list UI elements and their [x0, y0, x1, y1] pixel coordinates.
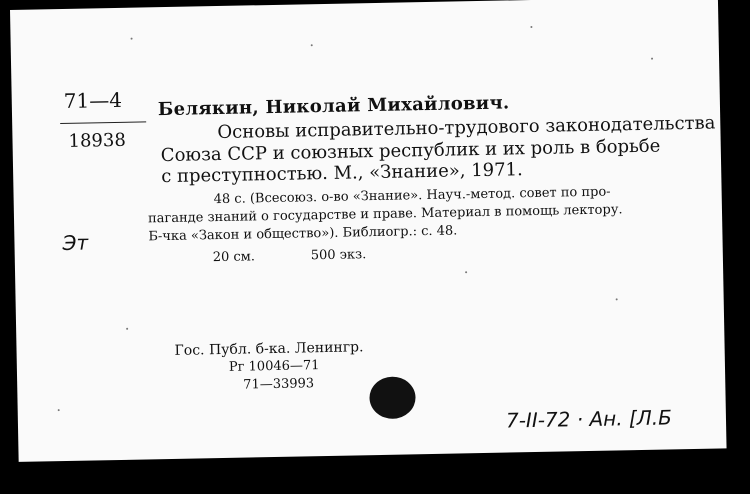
speck	[311, 44, 313, 46]
speck	[530, 26, 532, 28]
library-line-2: Рг 10046—71	[228, 358, 320, 375]
speck	[651, 58, 653, 60]
format-size: 20 см.	[212, 249, 256, 266]
description-line-2: паганде знаний о государстве и праве. Материал в помощь лектору.	[147, 202, 623, 227]
title-line-1: Основы исправительно-трудового законодательства	[217, 112, 716, 144]
handwritten-mark: Эт	[62, 230, 89, 256]
speck	[616, 298, 618, 300]
speck	[131, 38, 133, 40]
print-run: 500 экз.	[310, 247, 367, 264]
author-heading: Белякин, Николай Михайлович.	[157, 92, 510, 121]
class-number: 71—4	[63, 87, 123, 113]
speck	[58, 409, 60, 411]
class-number-rule	[60, 121, 146, 124]
description-line-3: Б-чка «Закон и общество»). Библиогр.: с. 48.	[148, 223, 458, 245]
library-line-3: 71—33993	[243, 376, 315, 393]
registration-number: 18938	[68, 129, 126, 152]
title-line-3: с преступностью. М., «Знание», 1971.	[161, 159, 523, 188]
catalog-card	[10, 0, 727, 462]
ink-blot	[369, 376, 416, 419]
description-line-1: 48 с. (Всесоюз. о-во «Знание». Науч.-метод. совет по про-	[213, 184, 611, 208]
library-line-1: Гос. Публ. б-ка. Ленингр.	[174, 339, 364, 359]
handwritten-date: 7-II-72 · Ан. [Л.Б	[505, 405, 673, 433]
speck	[465, 271, 467, 273]
speck	[126, 328, 128, 330]
title-line-2: Союза ССР и союзных республик и их роль в борьбе	[160, 135, 661, 167]
